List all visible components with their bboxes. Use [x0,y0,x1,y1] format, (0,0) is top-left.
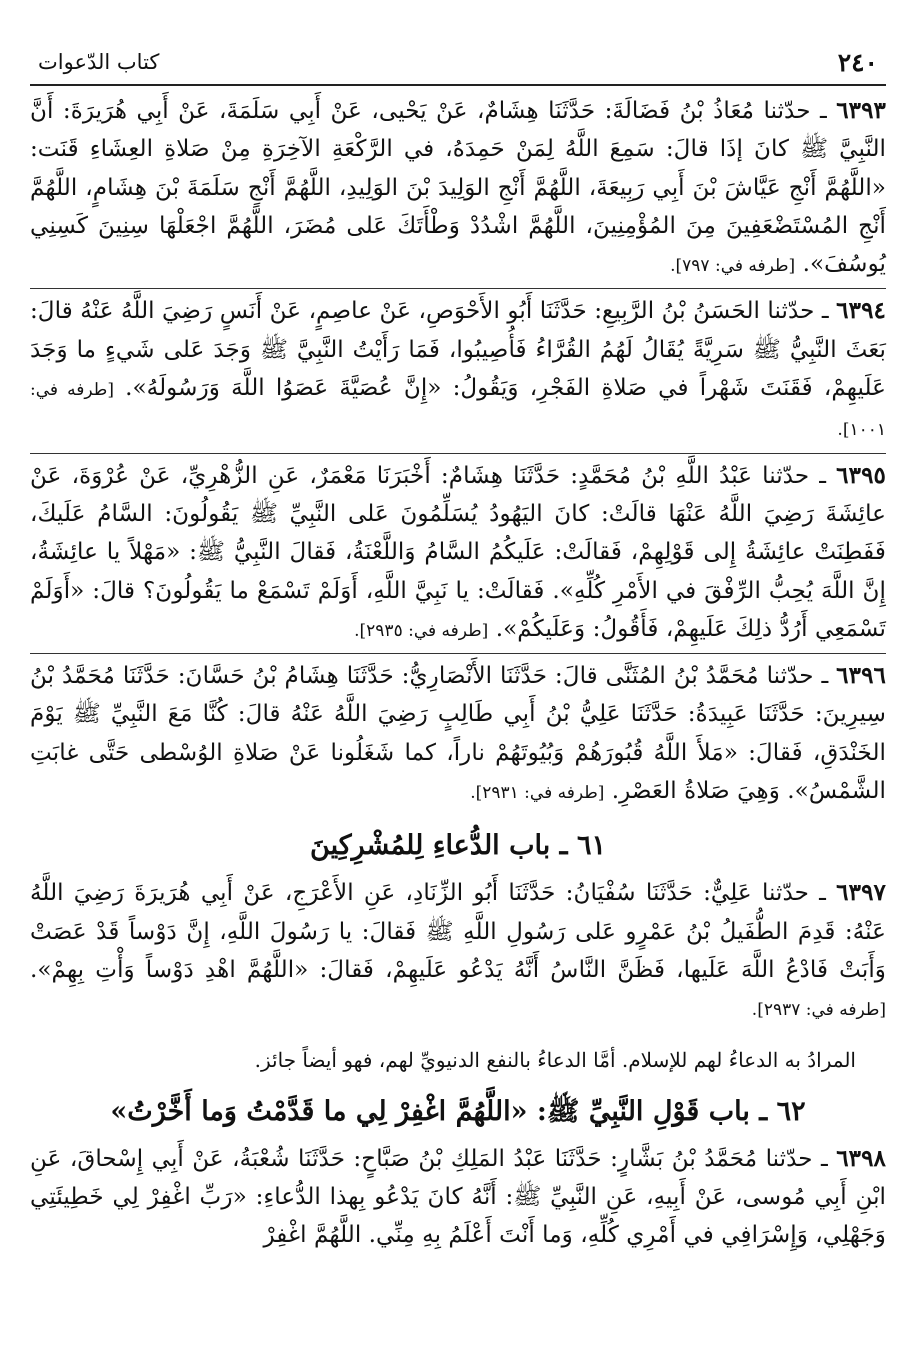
hadith-reference: [طرفه في: ٢٩٣٧]. [751,1000,886,1021]
hadith-reference: [طرفه في: ٢٩٣١]. [470,783,605,804]
separator [30,288,886,289]
hadith-text: حدّثنا مُحَمَّدُ بْنُ المُثَنَّى قالَ: حَدَّثَنَا الأَنْصَارِيُّ: حَدَّثَنَا هِشَامُ بْنُ حَسَّانَ: حَدَّثَنَا مُحَمَّدُ بْنُ سِيرِينَ: حَدَّثَنَا عَبِيدَةُ: حَدَّثَنَا عَلِيُّ بْنُ أَبِي طَالِبٍ رَضِيَ اللَّهُ عَنْهُ قالَ: كُنَّا مَعَ النَّبِيِّ ﷺ يَوْمَ الخَنْدَقِ، فَقالَ: «مَلأَ اللَّهُ قُبُورَهُمْ وَبُيُوتَهُمْ ناراً، كما شَغَلُونا عَنْ صَلاةِ الوُسْطى حَتَّى غابَتِ الشَّمْسُ». وَهِيَ صَلاةُ العَصْرِ. [30,662,886,805]
hadith-6398: ٦٣٩٨ ـ حدّثنا مُحَمَّدُ بْنُ بَشَّارٍ: حَدَّثَنَا عَبْدُ المَلِكِ بْنُ صَبَّاحٍ: حَدَّثَنَا شُعْبَةُ، عَنْ أَبِي إِسْحاقَ، عَنِ ابْنِ أَبِي مُوسى، عَنْ أَبِيهِ، عَنِ النَّبِيِّ ﷺ: أَنَّهُ كانَ يَدْعُو بِهذا الدُّعاءِ: «رَبِّ اغْفِرْ لِي خَطِيئَتِي وَجَهْلِي، وَإِسْرَافِي في أَمْرِي كُلِّهِ، وَما أَنْتَ أَعْلَمُ بِهِ مِنِّي. اللَّهُمَّ اغْفِرْ [30,1144,887,1249]
hadith-text: حدّثنا عَبْدُ اللَّهِ بْنُ مُحَمَّدٍ: حَدَّثَنَا هِشَامٌ: أَخْبَرَنَا مَعْمَرٌ، عَنِ الزُّهْرِيِّ، عَنْ عُرْوَةَ، عَنْ عائِشَةَ رَضِيَ اللَّهُ عَنْهَا قالَتْ: كانَ اليَهُودُ يُسَلِّمُونَ عَلى النَّبِيِّ ﷺ يَقُولُونَ: السَّامُ عَلَيكَ، فَفَطِنَتْ عائِشَةُ إِلى قَوْلِهِمْ، فَقالَتْ: عَلَيكُمُ السَّامُ وَاللَّعْنَةُ، فَقالَ النَّبِيُّ ﷺ: «مَهْلاً يا عائِشَةُ، إِنَّ اللَّهَ يُحِبُّ الرِّفْقَ في الأَمْرِ كُلِّهِ». فَقالَتْ: يا نَبِيَّ اللَّهِ، أَوَلَمْ تَسْمَعْ ما يَقُولُونَ؟ قالَ: «أَوَلَمْ تَسْمَعِي أَرُدُّ ذلِكَ عَلَيهِمْ، فَأَقُولُ: وَعَلَيكُمْ». [30,461,886,642]
hadith-reference: [طرفه في: ١٠٠١]. [30,380,886,441]
hadith-text: حدّثنا مُعَاذُ بْنُ فَضَالَةَ: حَدَّثَنَا هِشَامٌ، عَنْ يَحْيى، عَنْ أَبِي سَلَمَةَ، عَنْ أَبِي هُرَيرَةَ: أَنَّ النَّبِيَّ ﷺ كانَ إذَا قالَ: سَمِعَ اللَّهُ لِمَنْ حَمِدَهُ، في الرَّكْعَةِ الآخِرَةِ مِنْ صَلاةِ العِشَاءِ قَنَت: «اللَّهُمَّ أَنْجِ عَيَّاشَ بْنَ أَبِي رَبِيعَةَ، اللَّهُمَّ أَنْجِ الوَلِيدَ بْنَ الوَلِيدِ، اللَّهُمَّ أَنْجِ سَلَمَةَ بْنَ هِشَامٍ، اللَّهُمَّ أَنْجِ المُسْتَضْعَفِينَ مِنَ المُؤْمِنِينَ، اللَّهُمَّ اشْدُدْ وَطْأَتَكَ عَلى مُضَرَ، اللَّهُمَّ اجْعَلْهَا سِنِينَ كَسِنِي يُوسُفَ». [30,97,886,278]
separator [30,653,886,654]
page-number: ٢٤٠ [837,48,878,77]
hadith-text: حدّثنا مُحَمَّدُ بْنُ بَشَّارٍ: حَدَّثَنَا عَبْدُ المَلِكِ بْنُ صَبَّاحٍ: حَدَّثَنَا شُعْبَةُ، عَنْ أَبِي إِسْحاقَ، عَنِ ابْنِ أَبِي مُوسى، عَنْ أَبِيهِ، عَنِ النَّبِيِّ ﷺ: أَنَّهُ كانَ يَدْعُو بِهذا الدُّعاءِ: «رَبِّ اغْفِرْ لِي خَطِيئَتِي وَجَهْلِي، وَإِسْرَافِي في أَمْرِي كُلِّهِ، وَما أَنْتَ أَعْلَمُ بِهِ مِنِّي. اللَّهُمَّ اغْفِرْ [30,1144,886,1249]
hadith-6393: ٦٣٩٣ ـ حدّثنا مُعَاذُ بْنُ فَضَالَةَ: حَدَّثَنَا هِشَامٌ، عَنْ يَحْيى، عَنْ أَبِي سَلَمَةَ، عَنْ أَبِي هُرَيرَةَ: أَنَّ النَّبِيَّ ﷺ كانَ إذَا قالَ: سَمِعَ اللَّهُ لِمَنْ حَمِدَهُ، في الرَّكْعَةِ الآخِرَةِ مِنْ صَلاةِ العِشَاءِ قَنَت: «اللَّهُمَّ أَنْجِ عَيَّاشَ بْنَ أَبِي رَبِيعَةَ، اللَّهُمَّ أَنْجِ الوَلِيدَ بْنَ الوَلِيدِ، اللَّهُمَّ أَنْجِ سَلَمَةَ بْنَ هِشَامٍ، اللَّهُمَّ أَنْجِ المُسْتَضْعَفِينَ مِنَ المُؤْمِنِينَ، اللَّهُمَّ اشْدُدْ وَطْأَتَكَ عَلى مُضَرَ، اللَّهُمَّ اجْعَلْهَا سِنِينَ كَسِنِي يُوسُفَ». [طرفه في: ٧٩٧]. [30,97,887,278]
chapter-heading-61: ٦١ ـ باب الدُّعاءِ لِلمُشْرِكِينَ [310,830,606,862]
hadith-number: ٦٣٩٤ [836,297,886,325]
hadith-6396: ٦٣٩٦ ـ حدّثنا مُحَمَّدُ بْنُ المُثَنَّى قالَ: حَدَّثَنَا الأَنْصَارِيُّ: حَدَّثَنَا هِشَامُ بْنُ حَسَّانَ: حَدَّثَنَا مُحَمَّدُ بْنُ سِيرِينَ: حَدَّثَنَا عَبِيدَةُ: حَدَّثَنَا عَلِيُّ بْنُ أَبِي طَالِبٍ رَضِيَ اللَّهُ عَنْهُ قالَ: كُنَّا مَعَ النَّبِيِّ ﷺ يَوْمَ الخَنْدَقِ، فَقالَ: «مَلأَ اللَّهُ قُبُورَهُمْ وَبُيُوتَهُمْ ناراً، كما شَغَلُونا عَنْ صَلاةِ الوُسْطى حَتَّى غابَتِ الشَّمْسُ». وَهِيَ صَلاةُ العَصْرِ. [طرفه في: ٢٩٣١]. [30,662,886,805]
hadith-6397: ٦٣٩٧ ـ حدّثنا عَلِيٌّ: حَدَّثَنَا سُفْيَانُ: حَدَّثَنَا أَبُو الزِّنَادِ، عَنِ الأَعْرَجِ، عَنْ أَبِي هُرَيرَةَ رَضِيَ اللَّهُ عَنْهُ: قَدِمَ الطُّفَيلُ بْنُ عَمْرٍو عَلى رَسُولِ اللَّهِ ﷺ فَقالَ: يا رَسُولَ اللَّهِ، إِنَّ دَوْساً قَدْ عَصَتْ وَأَبَتْ فَادْعُ اللَّهَ عَلَيها، فَظَنَّ النَّاسُ أَنَّهُ يَدْعُو عَلَيهِمْ، فَقالَ: «اللَّهُمَّ اهْدِ دَوْساً وَأْتِ بِهِمْ». [طرفه في: ٢٩٣٧]. [30,879,886,1021]
hadith-text: حدّثنا عَلِيٌّ: حَدَّثَنَا سُفْيَانُ: حَدَّثَنَا أَبُو الزِّنَادِ، عَنِ الأَعْرَجِ، عَنْ أَبِي هُرَيرَةَ رَضِيَ اللَّهُ عَنْهُ: قَدِمَ الطُّفَيلُ بْنُ عَمْرٍو عَلى رَسُولِ اللَّهِ ﷺ فَقالَ: يا رَسُولَ اللَّهِ، إِنَّ دَوْساً قَدْ عَصَتْ وَأَبَتْ فَادْعُ اللَّهَ عَلَيها، فَظَنَّ النَّاسُ أَنَّهُ يَدْعُو عَلَيهِمْ، فَقالَ: «اللَّهُمَّ اهْدِ دَوْساً وَأْتِ بِهِمْ». [30,879,886,983]
hadith-number: ٦٣٩٦ [836,662,886,690]
commentary-note: المرادُ به الدعاءُ لهم للإسلام. أمَّا الدعاءُ بالنفع الدنيويِّ لهم، فهو أيضاً جائز. [254,1047,856,1072]
hadith-number: ٦٣٩٣ [836,97,887,124]
hadith-6394: ٦٣٩٤ ـ حدّثنا الحَسَنُ بْنُ الرَّبِيعِ: حَدَّثَنَا أَبُو الأَحْوَصِ، عَنْ عاصِمٍ، عَنْ أَنَسٍ رَضِيَ اللَّهُ عَنْهُ قالَ: بَعَثَ النَّبِيُّ ﷺ سَرِيَّةً يُقَالُ لَهُمُ القُرَّاءُ فَأُصِيبُوا، فَمَا رَأَيْتُ النَّبِيَّ ﷺ وَجَدَ عَلى شَيءٍ ما وَجَدَ عَلَيهِمْ، فَقَنَتَ شَهْراً في صَلاةِ الفَجْرِ، وَيَقُولُ: «إِنَّ عُصَيَّةَ عَصَوُا اللَّهَ وَرَسُولَهُ». [طرفه في: ١٠٠١]. [30,297,886,441]
page-body [30,86,886,1254]
hadith-6395: ٦٣٩٥ ـ حدّثنا عَبْدُ اللَّهِ بْنُ مُحَمَّدٍ: حَدَّثَنَا هِشَامٌ: أَخْبَرَنَا مَعْمَرٌ، عَنِ الزُّهْرِيِّ، عَنْ عُرْوَةَ، عَنْ عائِشَةَ رَضِيَ اللَّهُ عَنْهَا قالَتْ: كانَ اليَهُودُ يُسَلِّمُونَ عَلى النَّبِيِّ ﷺ يَقُولُونَ: السَّامُ عَلَيكَ، فَفَطِنَتْ عائِشَةُ إِلى قَوْلِهِمْ، فَقالَتْ: عَلَيكُمُ السَّامُ وَاللَّعْنَةُ، فَقالَ النَّبِيُّ ﷺ: «مَهْلاً يا عائِشَةُ، إِنَّ اللَّهَ يُحِبُّ الرِّفْقَ في الأَمْرِ كُلِّهِ». فَقالَتْ: يا نَبِيَّ اللَّهِ، أَوَلَمْ تَسْمَعْ ما يَقُولُونَ؟ قالَ: «أَوَلَمْ تَسْمَعِي أَرُدُّ ذلِكَ عَلَيهِمْ، فَأَقُولُ: وَعَلَيكُمْ». [طرفه في: ٢٩٣٥]. [30,461,886,642]
document-page [30,40,886,1254]
hadith-number: ٦٣٩٨ [836,1144,887,1172]
chapter-heading-62: ٦٢ ـ باب قَوْلِ النَّبِيِّ ﷺ: «اللَّهُمَّ اغْفِرْ لِي ما قَدَّمْتُ وَما أَخَّرْتُ» [110,1095,806,1127]
hadith-reference: [طرفه في: ٧٩٧]. [670,256,796,277]
book-title: كتاب الدّعوات [38,50,160,74]
page-header [30,40,886,86]
separator [30,453,886,454]
hadith-reference: [طرفه في: ٢٩٣٥]. [354,620,489,641]
hadith-text: حدّثنا الحَسَنُ بْنُ الرَّبِيعِ: حَدَّثَنَا أَبُو الأَحْوَصِ، عَنْ عاصِمٍ، عَنْ أَنَسٍ رَضِيَ اللَّهُ عَنْهُ قالَ: بَعَثَ النَّبِيُّ ﷺ سَرِيَّةً يُقَالُ لَهُمُ القُرَّاءُ فَأُصِيبُوا، فَمَا رَأَيْتُ النَّبِيَّ ﷺ وَجَدَ عَلى شَيءٍ ما وَجَدَ عَلَيهِمْ، فَقَنَتَ شَهْراً في صَلاةِ الفَجْرِ، وَيَقُولُ: «إِنَّ عُصَيَّةَ عَصَوُا اللَّهَ وَرَسُولَهُ». [30,297,886,402]
hadith-number: ٦٣٩٥ [836,461,886,489]
hadith-number: ٦٣٩٧ [836,879,886,907]
